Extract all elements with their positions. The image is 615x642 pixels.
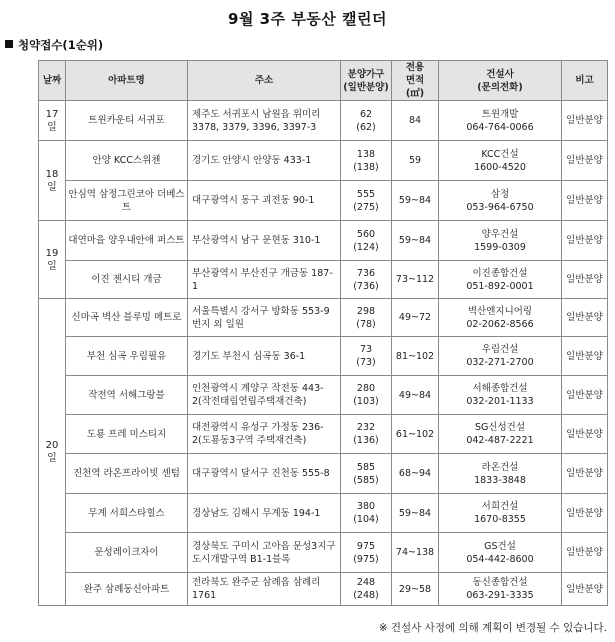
builder-cell xyxy=(439,299,562,337)
apartment-name-cell: 무계 서희스타힐스 xyxy=(66,494,188,533)
builder-cell-phone: 1833-3848 xyxy=(474,474,526,486)
note-cell: 일반분양 xyxy=(562,454,608,494)
units-cell-units: 380 xyxy=(356,501,376,512)
units-cell xyxy=(341,221,392,261)
address-cell: 경상북도 구미시 고아읍 문성3지구 도시개발구역 B1-1블록 xyxy=(188,533,341,573)
builder-cell-phone: 032-201-1133 xyxy=(466,396,534,407)
header-area: 전용 면적 (㎡) xyxy=(392,61,439,101)
builder-cell xyxy=(439,533,562,573)
units-cell-units: 555 xyxy=(356,188,376,200)
units-cell-general: (736) xyxy=(353,280,379,292)
units-cell-general: (124) xyxy=(353,241,379,253)
apartment-name-cell: 부천 심곡 우림필유 xyxy=(66,337,188,376)
units-cell-units: 280 xyxy=(356,383,376,394)
builder-cell-phone: 054-442-8600 xyxy=(466,553,534,565)
units-cell xyxy=(341,181,392,221)
area-cell: 74~138 xyxy=(392,533,439,573)
area-cell: 68~94 xyxy=(392,454,439,494)
units-cell xyxy=(341,573,392,606)
address-cell: 서울특별시 강서구 방화동 553-9번지 외 일원 xyxy=(188,299,341,337)
address-cell: 부산광역시 부산진구 개금동 187-1 xyxy=(188,261,341,299)
builder-cell xyxy=(439,181,562,221)
table-row xyxy=(39,337,608,376)
units-cell xyxy=(341,494,392,533)
table-row xyxy=(39,415,608,454)
header-builder: 건설사 (문의전화) xyxy=(439,61,562,101)
header-note: 비고 xyxy=(562,61,608,101)
units-cell-units: 248 xyxy=(356,577,376,588)
builder-cell xyxy=(439,141,562,181)
address-cell: 인천광역시 계양구 작전동 443-2(작전태림연립주택재건축) xyxy=(188,376,341,415)
builder-cell-phone: 051-892-0001 xyxy=(466,280,534,292)
builder-cell xyxy=(439,376,562,415)
builder-cell-builder: 벽산엔지니어링 xyxy=(467,305,533,317)
area-cell: 84 xyxy=(392,101,439,141)
builder-cell-builder: 서희건설 xyxy=(481,501,519,512)
apartment-name-cell: 완주 삼례동신아파트 xyxy=(66,573,188,606)
builder-cell-builder: 이진종합건설 xyxy=(472,267,528,279)
units-cell-units: 975 xyxy=(356,540,376,552)
units-cell-general: (136) xyxy=(353,435,379,446)
builder-cell-builder: 서해종합건설 xyxy=(472,383,528,394)
apartment-name-cell: 대연마을 양우내안애 퍼스트 xyxy=(66,221,188,261)
address-cell: 전라북도 완주군 삼례읍 삼례리 1761 xyxy=(188,573,341,606)
units-cell-units: 560 xyxy=(356,228,376,240)
builder-cell xyxy=(439,494,562,533)
note-cell: 일반분양 xyxy=(562,261,608,299)
apartment-name-cell: 도룡 프레 미스티지 xyxy=(66,415,188,454)
table-row xyxy=(39,181,608,221)
area-cell: 59~84 xyxy=(392,181,439,221)
header-apartment: 아파트명 xyxy=(66,61,188,101)
address-cell: 대구광역시 동구 괴전동 90-1 xyxy=(188,181,341,221)
apartment-name-cell: 트윈카운티 서귀포 xyxy=(66,101,188,141)
units-cell-units: 73 xyxy=(359,344,373,355)
area-cell: 59 xyxy=(392,141,439,181)
note-cell: 일반분양 xyxy=(562,573,608,606)
builder-cell-builder: 라온건설 xyxy=(481,461,519,473)
units-cell xyxy=(341,337,392,376)
address-cell: 경기도 부천시 심곡동 36-1 xyxy=(188,337,341,376)
table-row xyxy=(39,261,608,299)
builder-cell xyxy=(439,415,562,454)
note-cell: 일반분양 xyxy=(562,221,608,261)
area-cell: 49~84 xyxy=(392,376,439,415)
units-cell-general: (104) xyxy=(353,514,379,525)
note-cell: 일반분양 xyxy=(562,101,608,141)
table-row xyxy=(39,573,608,606)
units-cell-general: (975) xyxy=(353,553,379,565)
apartment-name-cell: 진천역 라온프라이빗 센텀 xyxy=(66,454,188,494)
units-cell xyxy=(341,376,392,415)
note-cell: 일반분양 xyxy=(562,299,608,337)
builder-cell-builder: GS건설 xyxy=(484,540,516,552)
units-cell-units: 62 xyxy=(359,108,373,120)
note-cell: 일반분양 xyxy=(562,141,608,181)
address-cell: 경기도 안양시 안양동 433-1 xyxy=(188,141,341,181)
area-cell: 61~102 xyxy=(392,415,439,454)
table-row xyxy=(39,533,608,573)
address-cell: 부산광역시 남구 문현동 310-1 xyxy=(188,221,341,261)
builder-cell-builder: 양우건설 xyxy=(481,228,519,240)
builder-cell xyxy=(439,573,562,606)
builder-cell-builder: SG신성건설 xyxy=(474,422,526,433)
table-row xyxy=(39,454,608,494)
apartment-name-cell: 작전역 서해그랑블 xyxy=(66,376,188,415)
builder-cell xyxy=(439,261,562,299)
section-title xyxy=(5,37,103,53)
address-cell: 경상남도 김해시 무계동 194-1 xyxy=(188,494,341,533)
builder-cell-builder: 삼정 xyxy=(490,188,510,200)
builder-cell-phone: 042-487-2221 xyxy=(466,435,534,446)
builder-cell xyxy=(439,101,562,141)
units-cell-units: 736 xyxy=(356,267,376,279)
builder-cell-phone: 032-271-2700 xyxy=(466,357,534,368)
builder-cell-phone: 1600-4520 xyxy=(474,161,526,173)
units-cell-units: 138 xyxy=(356,148,376,160)
units-cell-general: (103) xyxy=(353,396,379,407)
header-units: 분양가구 (일반분양) xyxy=(341,61,392,101)
note-cell: 일반분양 xyxy=(562,494,608,533)
header-row xyxy=(39,61,608,101)
area-cell: 81~102 xyxy=(392,337,439,376)
table-row xyxy=(39,494,608,533)
units-cell-general: (73) xyxy=(356,357,376,368)
units-cell xyxy=(341,299,392,337)
section-title-label: 청약접수(1순위) xyxy=(18,38,104,52)
builder-cell-builder: 트윈개발 xyxy=(481,108,519,120)
note-cell: 일반분양 xyxy=(562,533,608,573)
units-cell-general: (62) xyxy=(356,121,376,133)
builder-cell xyxy=(439,221,562,261)
area-cell: 59~84 xyxy=(392,494,439,533)
builder-cell-builder: 우림건설 xyxy=(481,344,519,355)
table-row xyxy=(39,299,608,337)
units-cell-general: (275) xyxy=(353,201,379,213)
units-cell xyxy=(341,533,392,573)
header-date: 날짜 xyxy=(39,61,66,101)
date-cell: 20일 xyxy=(39,299,66,606)
area-cell: 73~112 xyxy=(392,261,439,299)
units-cell xyxy=(341,261,392,299)
table-row xyxy=(39,101,608,141)
builder-cell xyxy=(439,337,562,376)
table-row xyxy=(39,221,608,261)
units-cell xyxy=(341,415,392,454)
date-cell: 19일 xyxy=(39,221,66,299)
builder-cell-phone: 02-2062-8566 xyxy=(466,318,534,330)
date-cell: 17일 xyxy=(39,101,66,141)
table-row xyxy=(39,376,608,415)
units-cell-general: (248) xyxy=(353,590,379,601)
table-row xyxy=(39,141,608,181)
apartment-name-cell: 문성레이크자이 xyxy=(66,533,188,573)
address-cell: 대전광역시 유성구 가정동 236-2(도룡동3구역 주택재건축) xyxy=(188,415,341,454)
note-cell: 일반분양 xyxy=(562,415,608,454)
area-cell: 29~58 xyxy=(392,573,439,606)
header-address: 주소 xyxy=(188,61,341,101)
calendar-table xyxy=(38,60,608,606)
builder-cell-builder: KCC건설 xyxy=(481,148,519,160)
apartment-name-cell: 안심역 삼정그린코아 더베스트 xyxy=(66,181,188,221)
units-cell-units: 298 xyxy=(356,305,376,317)
builder-cell-builder: 동신종합건설 xyxy=(472,577,528,588)
units-cell-general: (78) xyxy=(356,318,376,330)
note-cell: 일반분양 xyxy=(562,376,608,415)
units-cell xyxy=(341,141,392,181)
note-cell: 일반분양 xyxy=(562,337,608,376)
builder-cell-phone: 1670-8355 xyxy=(474,514,526,525)
apartment-name-cell: 신마곡 벽산 블루밍 메트로 xyxy=(66,299,188,337)
footnote: ※ 건설사 사정에 의해 계획이 변경될 수 있습니다. xyxy=(378,622,607,634)
note-cell: 일반분양 xyxy=(562,181,608,221)
square-bullet-icon xyxy=(5,40,13,48)
area-cell: 59~84 xyxy=(392,221,439,261)
address-cell: 대구광역시 달서구 진천동 555-8 xyxy=(188,454,341,494)
units-cell xyxy=(341,454,392,494)
units-cell-units: 585 xyxy=(356,461,376,473)
builder-cell-phone: 063-291-3335 xyxy=(466,590,534,601)
units-cell-general: (585) xyxy=(353,474,379,486)
units-cell-general: (138) xyxy=(353,161,379,173)
builder-cell-phone: 064-764-0066 xyxy=(466,121,534,133)
builder-cell-phone: 1599-0309 xyxy=(474,241,526,253)
units-cell xyxy=(341,101,392,141)
address-cell: 제주도 서귀포시 남원읍 위미리 3378, 3379, 3396, 3397-3 xyxy=(188,101,341,141)
builder-cell-phone: 053-964-6750 xyxy=(466,201,534,213)
apartment-name-cell: 안양 KCC스위첸 xyxy=(66,141,188,181)
builder-cell xyxy=(439,454,562,494)
units-cell-units: 232 xyxy=(356,422,376,433)
area-cell: 49~72 xyxy=(392,299,439,337)
page-title: 9월 3주 부동산 캘린더 xyxy=(228,10,387,28)
date-cell: 18일 xyxy=(39,141,66,221)
apartment-name-cell: 이진 젠시티 개금 xyxy=(66,261,188,299)
